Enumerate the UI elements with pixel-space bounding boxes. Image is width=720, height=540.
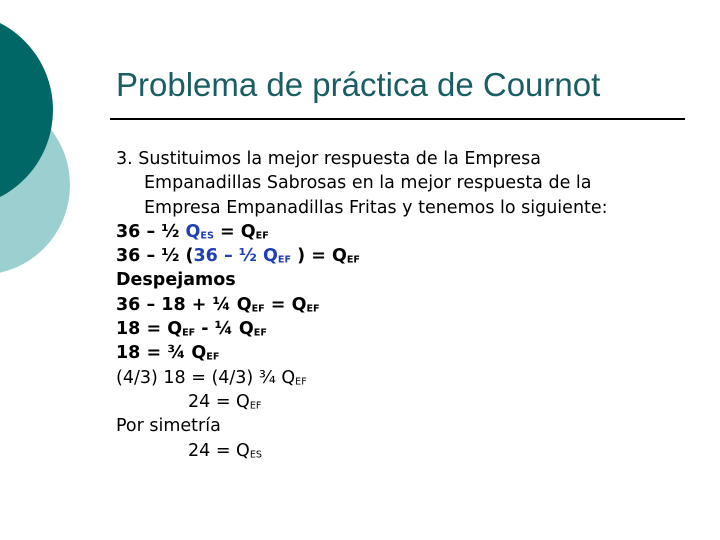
equation-line: Despejamos — [116, 270, 236, 291]
equation-line: $24 = Q_{ES}$ — [188, 440, 263, 461]
equation-line: 18 = ¾ $Q_{EF}$ — [116, 343, 220, 364]
equation-line: (4/3) 18 = (4/3) ¾ $Q_{EF}$ — [116, 367, 307, 388]
equation-line: 36 – 18 + ¼ $Q_{EF} = Q_{EF}$ — [116, 294, 320, 315]
equation-line: $24 = Q_{EF}$ — [188, 391, 262, 412]
equation-line: 36 – ½ (36 – ½ $Q_{EF}$ ) = $Q_{EF}$ — [116, 246, 360, 267]
step-line: Empresa Empanadillas Fritas y tenemos lo siguiente: — [144, 197, 608, 218]
slide-title: Problema de práctica de Cournot — [116, 66, 601, 103]
step-line: Por simetría — [116, 416, 221, 437]
equation-line: 36 – ½ $Q_{ES} = Q_{EF}$ — [116, 221, 269, 242]
title-divider — [110, 118, 685, 120]
equation-line: $18 = Q_{EF}$ - ¼ $Q_{EF}$ — [116, 319, 267, 340]
decorative-circles — [0, 0, 110, 300]
slide-body — [116, 147, 706, 463]
step-line: 3. Sustituimos la mejor respuesta de la Empresa — [116, 149, 541, 169]
step-line: Empanadillas Sabrosas en la mejor respuesta de la — [144, 173, 592, 194]
